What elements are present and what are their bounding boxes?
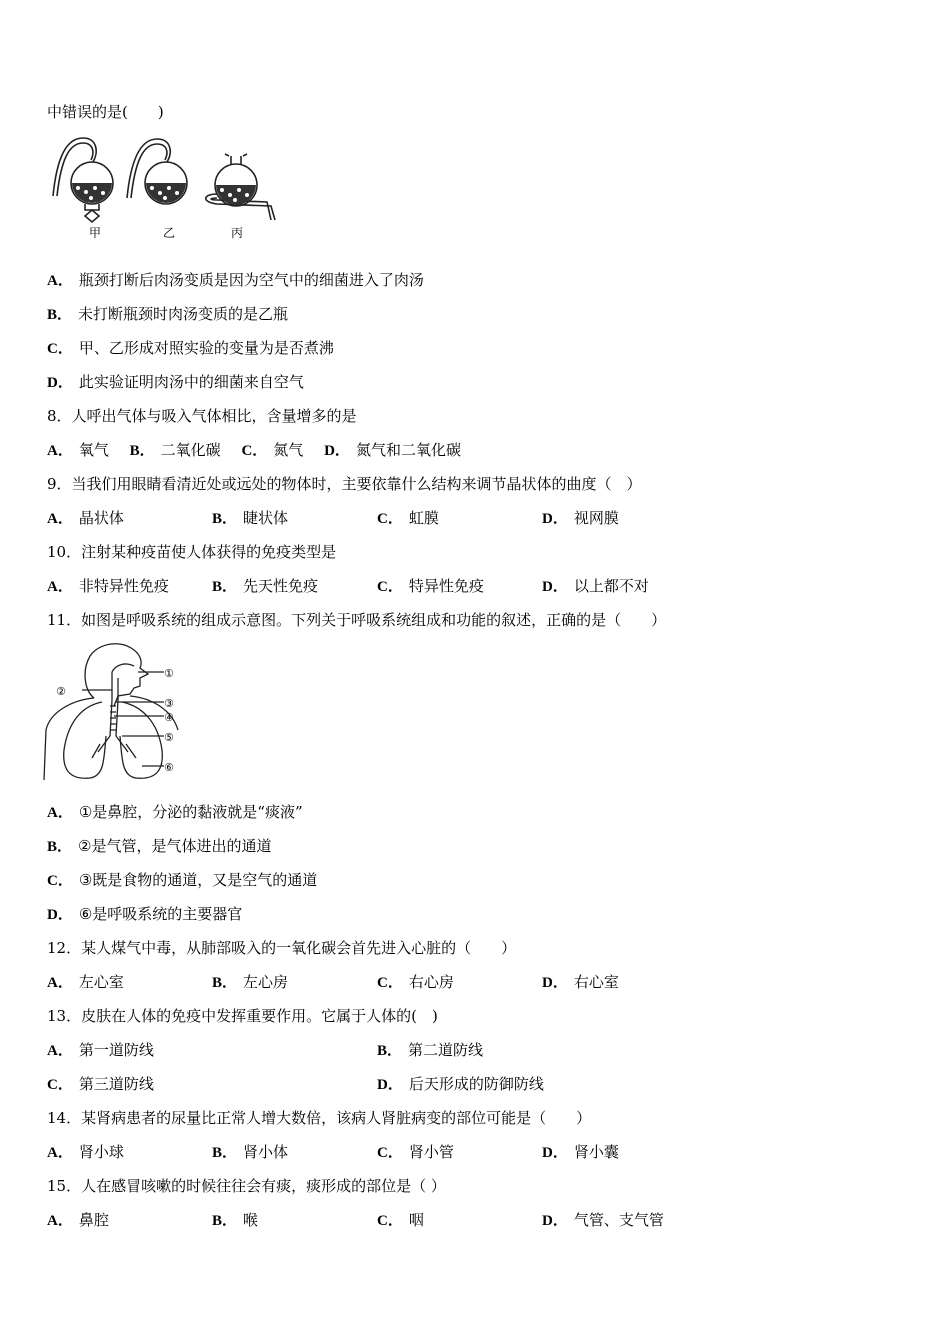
q7-option-c: C． 甲、乙形成对照实验的变量为是否煮沸 [47,339,334,357]
q10-option-d: D． 以上都不对 [542,577,649,595]
resp-label-5: ⑤ [164,731,174,744]
resp-label-4: ④ [164,711,174,724]
q11-respiratory-figure [42,640,187,789]
q11-option-c: C． ③既是食物的通道，又是空气的通道 [47,871,318,889]
flask-label-yi: 乙 [163,226,176,240]
q14-option-d: D． 肾小囊 [542,1143,619,1161]
q14-option-c: C． 肾小管 [377,1143,454,1161]
q13-option-d: D． 后天形成的防御防线 [377,1075,544,1093]
q10-stem: 10．注射某种疫苗使人体获得的免疫类型是 [47,543,337,561]
swan-neck-flasks-diagram [45,136,280,244]
q12-option-b: B． 左心房 [212,973,289,991]
q15-option-c: C． 咽 [377,1211,424,1229]
q9-option-b: B． 睫状体 [212,509,289,527]
q15-stem: 15．人在感冒咳嗽的时候往往会有痰，痰形成的部位是（ ） [47,1177,446,1195]
q12-option-c: C． 右心房 [377,973,454,991]
q7-option-d: D． 此实验证明肉汤中的细菌来自空气 [47,373,304,391]
q9-option-d: D． 视网膜 [542,509,619,527]
resp-label-6: ⑥ [164,761,174,774]
q14-option-b: B． 肾小体 [212,1143,289,1161]
q7-option-b: B． 未打断瓶颈时肉汤变质的是乙瓶 [47,305,289,323]
q7-option-a: A． 瓶颈打断后肉汤变质是因为空气中的细菌进入了肉汤 [47,271,424,289]
resp-label-2: ② [56,685,66,698]
q15-option-a: A． 鼻腔 [47,1211,109,1229]
q8-stem: 8．人呼出气体与吸入气体相比，含量增多的是 [47,407,357,425]
q7-stem-tail: 中错误的是( ) [47,103,164,121]
resp-label-3: ③ [164,697,174,710]
resp-label-1: ① [164,667,174,680]
q13-option-c: C． 第三道防线 [47,1075,154,1093]
respiratory-system-diagram [42,640,187,785]
q10-option-b: B． 先天性免疫 [212,577,319,595]
q13-stem: 13．皮肤在人体的免疫中发挥重要作用。它属于人体的( ) [47,1007,438,1025]
q11-stem: 11．如图是呼吸系统的组成示意图。下列关于呼吸系统组成和功能的叙述，正确的是（ ） [47,611,667,629]
q11-option-d: D． ⑥是呼吸系统的主要器官 [47,905,243,923]
flask-label-jia: 甲 [89,226,102,240]
q12-option-d: D． 右心室 [542,973,619,991]
q12-stem: 12．某人煤气中毒，从肺部吸入的一氧化碳会首先进入心脏的（ ） [47,939,517,957]
q11-option-b: B． ②是气管，是气体进出的通道 [47,837,272,855]
q10-option-c: C． 特异性免疫 [377,577,484,595]
q15-option-d: D． 气管、支气管 [542,1211,664,1229]
q9-option-a: A． 晶状体 [47,509,124,527]
q9-option-c: C． 虹膜 [377,509,439,527]
q13-option-a: A． 第一道防线 [47,1041,154,1059]
q7-flask-figure [45,136,280,248]
q15-option-b: B． 喉 [212,1211,259,1229]
flask-label-bing: 丙 [231,226,244,240]
q8-options: A． 氧气 B． 二氧化碳 C． 氮气 D． 氮气和二氧化碳 [47,441,461,459]
q14-stem: 14．某肾病患者的尿量比正常人增大数倍，该病人肾脏病变的部位可能是（ ） [47,1109,592,1127]
q13-option-b: B． 第二道防线 [377,1041,484,1059]
q12-option-a: A． 左心室 [47,973,124,991]
q14-option-a: A． 肾小球 [47,1143,124,1161]
q11-option-a: A． ①是鼻腔，分泌的黏液就是“痰液” [47,803,303,821]
q10-option-a: A． 非特异性免疫 [47,577,169,595]
q9-stem: 9．当我们用眼睛看清近处或远处的物体时，主要依靠什么结构来调节晶状体的曲度（ ） [47,475,642,493]
